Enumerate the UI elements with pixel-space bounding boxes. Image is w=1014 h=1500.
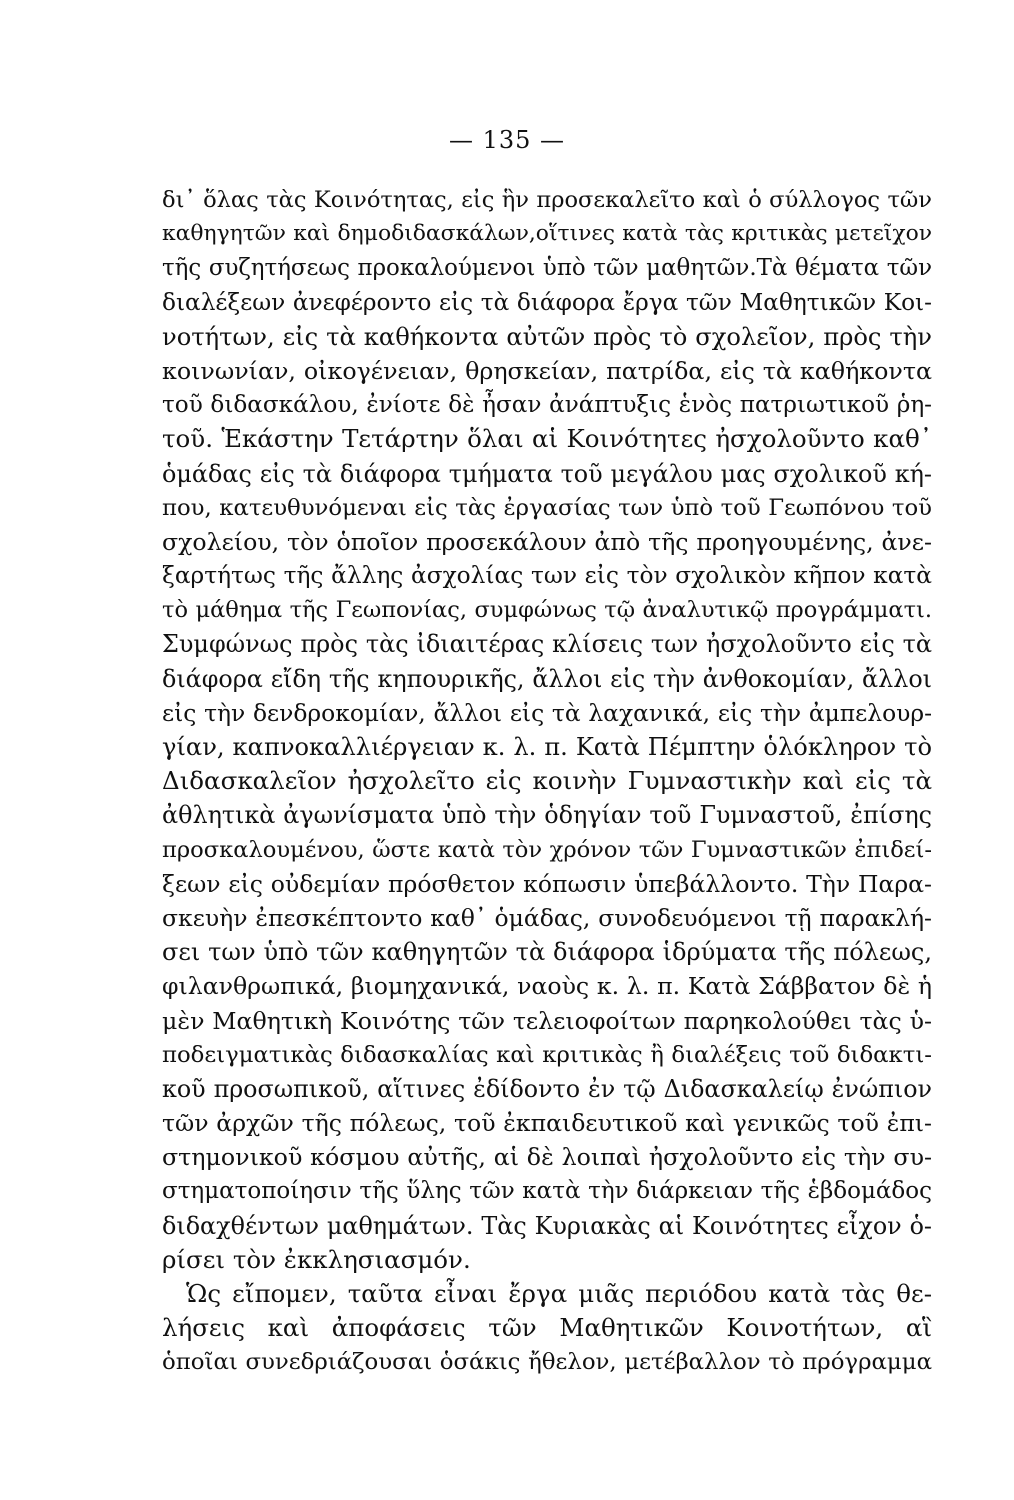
text-line: νοτήτων, εἰς τὰ καθήκοντα αὐτῶν πρὸς τὸ σχολεῖον, πρὸς τὴν: [162, 322, 932, 351]
text-line: διαλέξεων ἀνεφέροντο εἰς τὰ διάφορα ἔργα τῶν Μαθητικῶν Κοι-: [162, 288, 932, 316]
text-line: σει των ὑπὸ τῶν καθηγητῶν τὰ διάφορα ἱδρύματα τῆς πόλεως,: [162, 938, 932, 967]
text-line: σχολείου, τὸν ὁποῖον προσεκάλουν ἀπὸ τῆς προηγουμένης, ἀνε-: [162, 527, 932, 556]
text-line: γίαν, καπνοκαλλιέργειαν κ. λ. π. Κατὰ Πέμπτην ὁλόκληρον τὸ: [162, 733, 932, 761]
text-line: ποδειγματικὰς διδασκαλίας καὶ κριτικὰς ἢ διαλέξεις τοῦ διδακτι-: [162, 1041, 932, 1068]
text-line: ὁποῖαι συνεδριάζουσαι ὁσάκις ἤθελον, μετέβαλλον τὸ πρόγραμμα: [162, 1349, 932, 1376]
text-line: κοινωνίαν, οἰκογένειαν, θρησκείαν, πατρίδα, εἰς τὰ καθήκοντα: [162, 356, 932, 385]
text-line: λήσεις καὶ ἀποφάσεις τῶν Μαθητικῶν Κοινοτήτων, αἳ: [162, 1313, 932, 1343]
text-line: τὸ μάθημα τῆς Γεωπονίας, συμφώνως τῷ ἀναλυτικῷ προγράμματι.: [162, 597, 932, 624]
text-line: ρίσει τὸν ἐκκλησιασμόν.: [162, 1244, 471, 1274]
text-line: τοῦ. Ἑκάστην Τετάρτην ὅλαι αἱ Κοινότητες ἠσχολοῦντο καθ᾽: [162, 424, 932, 454]
text-line: τοῦ διδασκάλου, ἐνίοτε δὲ ἦσαν ἀνάπτυξις ἑνὸς πατριωτικοῦ ῥη-: [162, 392, 932, 419]
text-line: ξεων εἰς οὐδεμίαν πρόσθετον κόπωσιν ὑπεβάλλοντο. Τὴν Παρα-: [162, 869, 932, 898]
text-line: δι᾽ ὅλας τὰς Κοινότητας, εἰς ἣν προσεκαλεῖτο καὶ ὁ σύλλογος τῶν: [162, 187, 932, 213]
text-line: Ὡς εἴπομεν, ταῦτα εἶναι ἔργα μιᾶς περιόδου κατὰ τὰς θε-: [186, 1279, 932, 1308]
text-line: στημονικοῦ κόσμου αὐτῆς, αἱ δὲ λοιπαὶ ἠσχολοῦντο εἰς τὴν συ-: [162, 1143, 932, 1172]
text-line: διδαχθέντων μαθημάτων. Τὰς Κυριακὰς αἱ Κοινότητες εἶχον ὁ-: [162, 1211, 932, 1240]
text-line: φιλανθρωπικά, βιομηχανικά, ναοὺς κ. λ. π. Κατὰ Σάββατον δὲ ἡ: [162, 972, 932, 1001]
body-text: [162, 183, 932, 1380]
text-line: Συμφώνως πρὸς τὰς ἰδιαιτέρας κλίσεις των ἠσχολοῦντο εἰς τὰ: [162, 630, 932, 659]
text-line: κοῦ προσωπικοῦ, αἵτινες ἐδίδοντο ἐν τῷ Διδασκαλείῳ ἐνώπιον: [162, 1074, 932, 1103]
text-line: διάφορα εἴδη τῆς κηπουρικῆς, ἄλλοι εἰς τὴν ἀνθοκομίαν, ἄλλοι: [162, 664, 932, 693]
page-number: — 135 —: [448, 126, 566, 154]
text-line: Διδασκαλεῖον ἠσχολεῖτο εἰς κοινὴν Γυμναστικὴν καὶ εἰς τὰ: [162, 766, 932, 796]
text-line: καθηγητῶν καὶ δημοδιδασκάλων,οἵτινες κατὰ τὰς κριτικὰς μετεῖχον: [162, 221, 932, 247]
text-line: ξαρτήτως τῆς ἄλλης ἀσχολίας των εἰς τὸν σχολικὸν κῆπον κατὰ: [162, 562, 932, 590]
text-line: ὁμάδας εἰς τὰ διάφορα τμήματα τοῦ μεγάλου μας σχολικοῦ κή-: [162, 459, 932, 488]
text-line: μὲν Μαθητικὴ Κοινότης τῶν τελειοφοίτων παρηκολούθει τὰς ὑ-: [162, 1006, 932, 1035]
text-line: που, κατευθυνόμεναι εἰς τὰς ἐργασίας των ὑπὸ τοῦ Γεωπόνου τοῦ: [162, 494, 932, 521]
text-line: στηματοποίησιν τῆς ὕλης τῶν κατὰ τὴν διάρκειαν τῆς ἑβδομάδος: [162, 1178, 932, 1205]
text-line: εἰς τὴν δενδροκομίαν, ἄλλοι εἰς τὰ λαχανικά, εἰς τὴν ἀμπελουρ-: [162, 698, 932, 727]
text-line: προσκαλουμένου, ὥστε κατὰ τὸν χρόνον τῶν Γυμναστικῶν ἐπιδεί-: [162, 836, 932, 863]
text-line: τῶν ἀρχῶν τῆς πόλεως, τοῦ ἐκπαιδευτικοῦ καὶ γενικῶς τοῦ ἐπι-: [162, 1109, 932, 1138]
text-line: τῆς συζητήσεως προκαλούμενοι ὑπὸ τῶν μαθητῶν.Τὰ θέματα τῶν: [162, 255, 932, 282]
text-line: σκευὴν ἐπεσκέπτοντο καθ᾽ ὁμάδας, συνοδευόμενοι τῇ παρακλή-: [162, 903, 932, 932]
text-line: ἀθλητικὰ ἀγωνίσματα ὑπὸ τὴν ὁδηγίαν τοῦ Γυμναστοῦ, ἐπίσης: [162, 801, 932, 830]
